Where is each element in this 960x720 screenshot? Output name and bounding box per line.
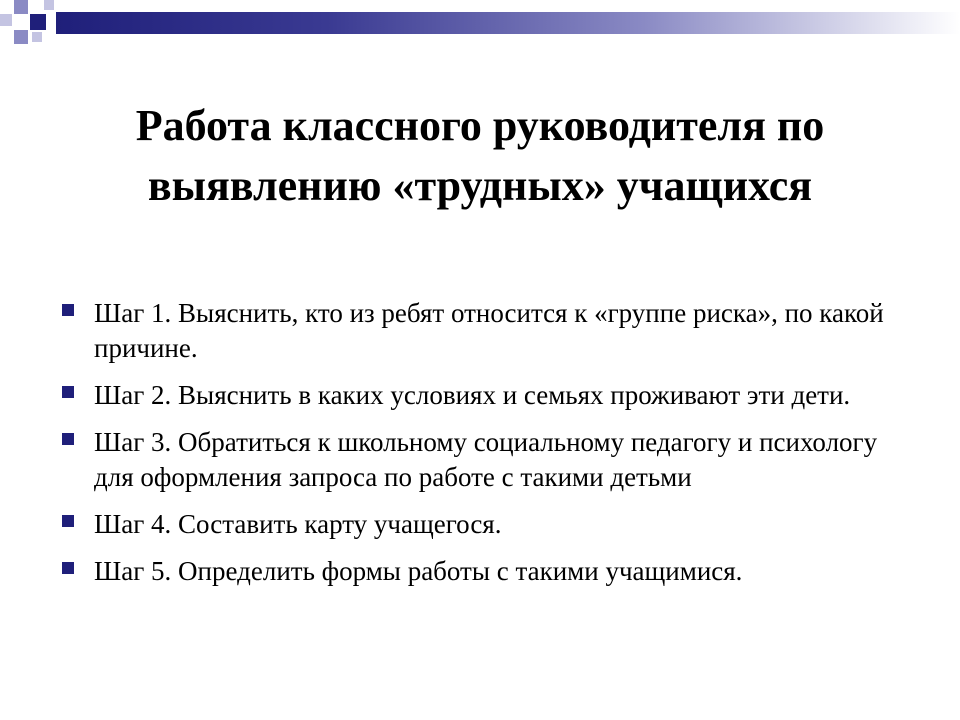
decor-square-4 xyxy=(0,14,12,26)
square-bullet-icon xyxy=(62,562,74,574)
step-text: Шаг 1. Выяснить, кто из ребят относится к «группе риска», по какой причине. xyxy=(94,298,884,363)
decor-square-1 xyxy=(14,0,28,14)
square-bullet-icon xyxy=(62,515,74,527)
square-bullet-icon xyxy=(62,304,74,316)
list-item xyxy=(58,296,918,366)
square-bullet-icon xyxy=(62,386,74,398)
header-gradient-band xyxy=(56,12,960,34)
slide-title-line-1: Работа классного руководителя по xyxy=(135,101,825,150)
steps-list xyxy=(58,296,918,601)
decor-square-5 xyxy=(32,32,42,42)
list-item xyxy=(58,554,918,589)
list-item xyxy=(58,507,918,542)
step-text: Шаг 5. Определить формы работы с такими учащимися. xyxy=(94,556,743,586)
list-item xyxy=(58,378,918,413)
list-item xyxy=(58,425,918,495)
decor-square-6 xyxy=(44,0,54,10)
step-text: Шаг 3. Обратиться к школьному социальному педагогу и психологу для оформления запроса по работе с такими детьми xyxy=(94,427,878,492)
slide-title-line-2: выявлению «трудных» учащихся xyxy=(147,161,813,210)
slide-title xyxy=(0,96,960,216)
decor-square-2 xyxy=(30,14,46,30)
decor-square-3 xyxy=(14,30,28,44)
step-text: Шаг 2. Выяснить в каких условиях и семьях проживают эти дети. xyxy=(94,380,851,410)
square-bullet-icon xyxy=(62,433,74,445)
step-text: Шаг 4. Составить карту учащегося. xyxy=(94,509,502,539)
